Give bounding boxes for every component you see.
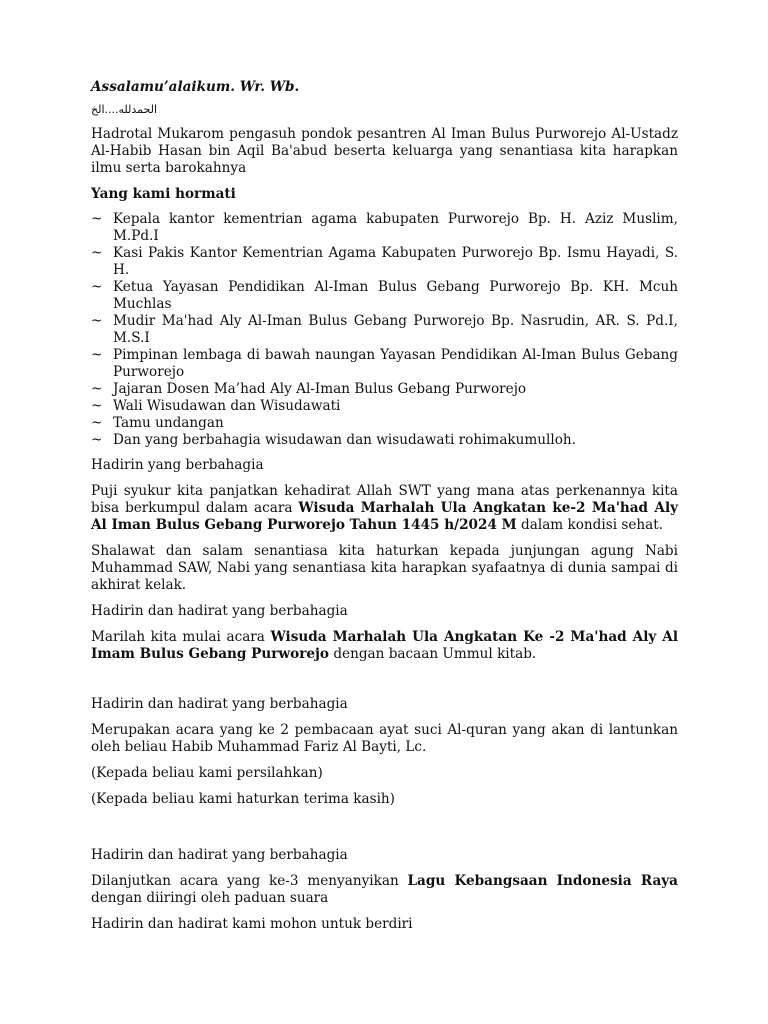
honored-list-text: Jajaran Dosen Ma’had Aly Al-Iman Bulus Gebang Purworejo	[113, 381, 527, 397]
honored-list-item	[91, 279, 678, 313]
anthem-paragraph	[91, 873, 678, 907]
tilde-bullet: ~	[91, 245, 103, 261]
opening-paragraph	[91, 629, 678, 663]
honored-list-item	[91, 347, 678, 381]
honored-list-item	[91, 381, 678, 398]
anthem-title-bold: Lagu Kebangsaan Indonesia Raya	[407, 873, 678, 889]
honored-list-text: Pimpinan lembaga di bawah naungan Yayasan Pendidikan Al-Iman Bulus Gebang Purworejo	[113, 347, 678, 380]
tilde-bullet: ~	[91, 398, 103, 414]
opening-text-a: Marilah kita mulai acara	[91, 629, 271, 645]
honored-list-item	[91, 398, 678, 415]
gratitude-text-a: Puji syukur kita panjatkan kehadirat Allah SWT yang mana atas perkenannya kita bisa berkumpul dalam acara	[91, 483, 678, 516]
spacer	[91, 672, 678, 696]
stand-request: Hadirin dan hadirat kami mohon untuk berdiri	[91, 916, 413, 932]
honored-list-item	[91, 432, 678, 449]
honored-list-item	[91, 245, 678, 279]
honored-list-item	[91, 415, 678, 432]
honored-list-item	[91, 211, 678, 245]
opening-event-bold: Wisuda Marhalah Ula Angkatan Ke -2 Ma'had Aly Al Imam Bulus Gebang Purworejo	[91, 629, 678, 662]
tilde-bullet: ~	[91, 211, 103, 227]
section-heading-3: Hadirin dan hadirat yang berbahagia	[91, 696, 348, 712]
gratitude-paragraph	[91, 483, 678, 534]
section-heading-2: Hadirin dan hadirat yang berbahagia	[91, 603, 348, 619]
tilde-bullet: ~	[91, 347, 103, 363]
quran-paragraph: Merupakan acara yang ke 2 pembacaan ayat suci Al-quran yang akan di lantunkan oleh beliau Habib Muhammad Fariz Al Bayti, Lc.	[91, 722, 678, 755]
anthem-text-a: Dilanjutkan acara yang ke-3 menyanyikan	[91, 873, 408, 889]
thanks-line: (Kepada beliau kami haturkan terima kasih)	[91, 791, 395, 807]
tilde-bullet: ~	[91, 381, 103, 397]
tilde-bullet: ~	[91, 279, 103, 295]
section-heading-4: Hadirin dan hadirat yang berbahagia	[91, 847, 348, 863]
section-heading-1: Hadirin yang berbahagia	[91, 457, 264, 473]
honored-list-text: Kasi Pakis Kantor Kementrian Agama Kabupaten Purworejo Bp. Ismu Hayadi, S. H.	[113, 245, 678, 278]
invite-line: (Kepada beliau kami persilahkan)	[91, 765, 323, 781]
honored-list-item	[91, 313, 678, 347]
honored-list-text: Dan yang berbahagia wisudawan dan wisudawati rohimakumulloh.	[113, 432, 577, 448]
greeting: Assalamu’alaikum. Wr. Wb.	[91, 79, 300, 95]
honored-list-text: Mudir Ma'had Aly Al-Iman Bulus Gebang Purworejo Bp. Nasrudin, AR. S. Pd.I, M.S.I	[113, 313, 678, 346]
event-name-bold: Wisuda Marhalah Ula Angkatan ke-2 Ma'had Aly Al Iman Bulus Gebang Purworejo Tahun 1445 h/2024 M	[91, 500, 679, 533]
tilde-bullet: ~	[91, 432, 103, 448]
tilde-bullet: ~	[91, 415, 103, 431]
honored-heading: Yang kami hormati	[91, 186, 236, 202]
address-paragraph: Hadrotal Mukarom pengasuh pondok pesantren Al Iman Bulus Purworejo Al-Ustadz Al-Habib Hasan bin Aqil Ba'abud beserta keluarga yang senantiasa kita harapkan ilmu serta barokahnya	[91, 126, 678, 176]
opening-text-c: dengan bacaan Ummul kitab.	[329, 646, 537, 662]
shalawat-paragraph: Shalawat dan salam senantiasa kita haturkan kepada junjungan agung Nabi Muhammad SAW, Nabi yang senantiasa kita harapkan syafaatnya di dunia sampai di akhirat kelak.	[91, 543, 678, 593]
anthem-text-c: dengan diiringi oleh paduan suara	[91, 890, 329, 906]
spacer	[91, 817, 678, 847]
honored-list	[91, 211, 678, 449]
honored-list-text: Wali Wisudawan dan Wisudawati	[113, 398, 341, 414]
honored-list-text: Tamu undangan	[113, 415, 224, 431]
arabic-opening: الحمدلله....الخ	[91, 103, 158, 116]
honored-list-text: Ketua Yayasan Pendidikan Al-Iman Bulus Gebang Purworejo Bp. KH. Mcuh Muchlas	[113, 279, 678, 312]
honored-list-text: Kepala kantor kementrian agama kabupaten Purworejo Bp. H. Aziz Muslim, M.Pd.I	[113, 211, 678, 244]
gratitude-text-c: dalam kondisi sehat.	[516, 517, 664, 533]
tilde-bullet: ~	[91, 313, 103, 329]
